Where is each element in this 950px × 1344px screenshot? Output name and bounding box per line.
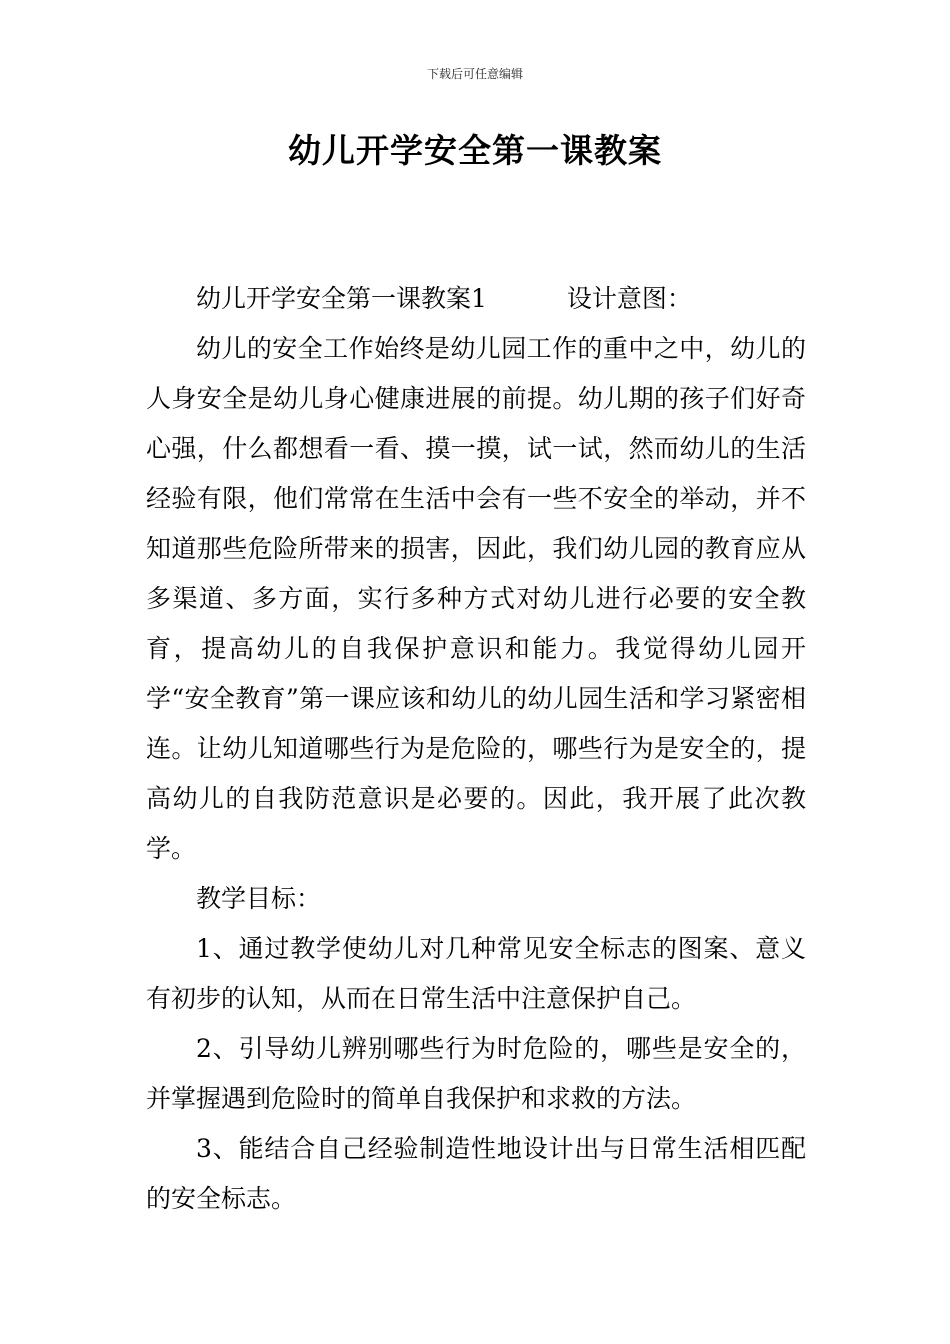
paragraph-goal-3: 3、能结合自己经验制造性地设计出与日常生活相匹配的安全标志。 xyxy=(146,1134,806,1213)
paragraph-goals-heading: 教学目标： xyxy=(196,884,322,913)
document-title: 幼儿开学安全第一课教案 xyxy=(288,131,662,170)
paragraph-goal-1: 1、通过教学使幼儿对几种常见安全标志的图案、意义有初步的认知，从而在日常生活中注意保护自己。 xyxy=(146,934,806,1013)
lesson-name: 幼儿开学安全第一课教案1 xyxy=(196,284,487,313)
design-label: 设计意图： xyxy=(566,284,692,313)
document-body xyxy=(146,274,806,1224)
header-note: 下载后可任意编辑 xyxy=(426,67,523,81)
paragraph-goal-2: 2、引导幼儿辨别哪些行为时危险的，哪些是安全的，并掌握遇到危险时的简单自我保护和求救的方法。 xyxy=(146,1034,806,1113)
paragraph-design-intent: 幼儿的安全工作始终是幼儿园工作的重中之中，幼儿的人身安全是幼儿身心健康进展的前提。幼儿期的孩子们好奇心强，什么都想看一看、摸一摸，试一试，然而幼儿的生活经验有限，他们常常在生活中会有一些不安全的举动，并不知道那些危险所带来的损害，因此，我们幼儿园的教育应从多渠道、多方面，实行多种方式对幼儿进行必要的安全教育，提高幼儿的自我保护意识和能力。我觉得幼儿园开学“安全教育”第一课应该和幼儿的幼儿园生活和学习紧密相连。让幼儿知道哪些行为是危险的，哪些行为是安全的，提高幼儿的自我防范意识是必要的。因此，我开展了此次教学。 xyxy=(146,334,806,863)
intro-line xyxy=(146,274,806,324)
